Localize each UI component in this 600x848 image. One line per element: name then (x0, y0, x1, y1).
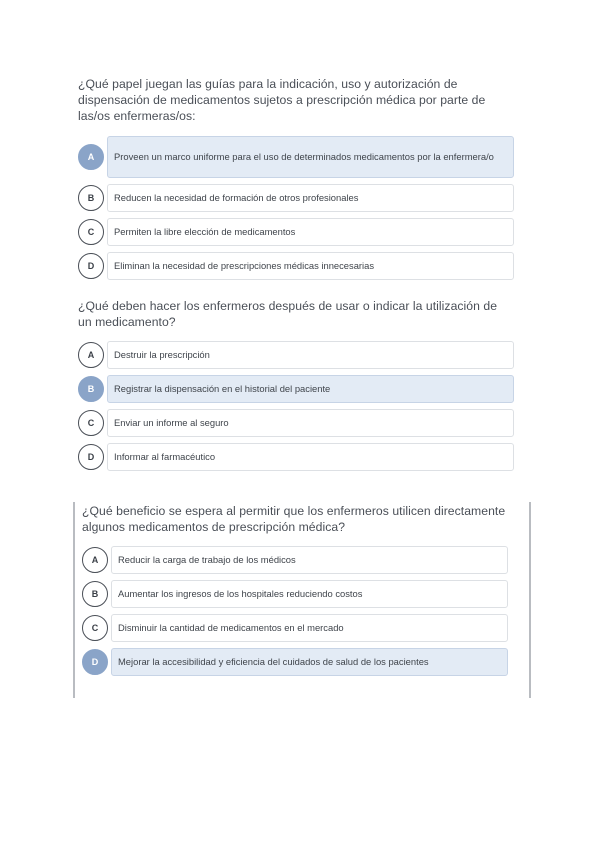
option-letter-d[interactable]: D (78, 444, 104, 470)
question-1 (78, 76, 514, 286)
question-1-text: ¿Qué papel juegan las guías para la indicación, uso y autorización de dispensación de medicamentos sujetos a prescripción médica por parte de las/os enfermeras/os: (78, 77, 486, 123)
option-text[interactable]: Permiten la libre elección de medicamentos (107, 218, 514, 246)
option-letter-d[interactable]: D (78, 253, 104, 279)
question-3-text: ¿Qué beneficio se espera al permitir que los enfermeros utilicen directamente algunos medicamentos de prescripción médica? (82, 504, 506, 534)
option-letter-d[interactable]: D (82, 649, 108, 675)
question-3-option-d[interactable] (82, 648, 508, 676)
question-2-option-b[interactable] (78, 375, 514, 403)
option-text[interactable]: Informar al farmacéutico (107, 443, 514, 471)
option-text[interactable]: Reducen la necesidad de formación de otros profesionales (107, 184, 514, 212)
option-text[interactable]: Mejorar la accesibilidad y eficiencia del cuidados de salud de los pacientes (111, 648, 508, 676)
option-letter-a[interactable]: A (78, 144, 104, 170)
option-text[interactable]: Aumentar los ingresos de los hospitales reduciendo costos (111, 580, 508, 608)
option-text[interactable]: Enviar un informe al seguro (107, 409, 514, 437)
option-letter-b[interactable]: B (78, 376, 104, 402)
option-letter-c[interactable]: C (78, 219, 104, 245)
option-text[interactable]: Eliminan la necesidad de prescripciones médicas innecesarias (107, 252, 514, 280)
option-text[interactable]: Disminuir la cantidad de medicamentos en el mercado (111, 614, 508, 642)
question-1-option-b[interactable] (78, 184, 514, 212)
option-text[interactable]: Reducir la carga de trabajo de los médicos (111, 546, 508, 574)
option-letter-a[interactable]: A (82, 547, 108, 573)
option-letter-c[interactable]: C (78, 410, 104, 436)
option-letter-a[interactable]: A (78, 342, 104, 368)
question-3 (82, 503, 508, 682)
option-letter-c[interactable]: C (82, 615, 108, 641)
question-1-option-d[interactable] (78, 252, 514, 280)
option-text[interactable]: Registrar la dispensación en el historial del paciente (107, 375, 514, 403)
question-3-option-b[interactable] (82, 580, 508, 608)
option-text[interactable]: Proveen un marco uniforme para el uso de determinados medicamentos por la enfermera/o (107, 136, 514, 178)
question-2-text: ¿Qué deben hacer los enfermeros después de usar o indicar la utilización de un medicamento? (78, 299, 498, 329)
question-3-option-a[interactable] (82, 546, 508, 574)
question-2 (78, 298, 514, 477)
option-text[interactable]: Destruir la prescripción (107, 341, 514, 369)
question-2-option-a[interactable] (78, 341, 514, 369)
question-1-option-c[interactable] (78, 218, 514, 246)
question-2-option-d[interactable] (78, 443, 514, 471)
option-letter-b[interactable]: B (78, 185, 104, 211)
option-letter-b[interactable]: B (82, 581, 108, 607)
question-1-option-a[interactable] (78, 136, 514, 178)
question-3-option-c[interactable] (82, 614, 508, 642)
question-2-option-c[interactable] (78, 409, 514, 437)
